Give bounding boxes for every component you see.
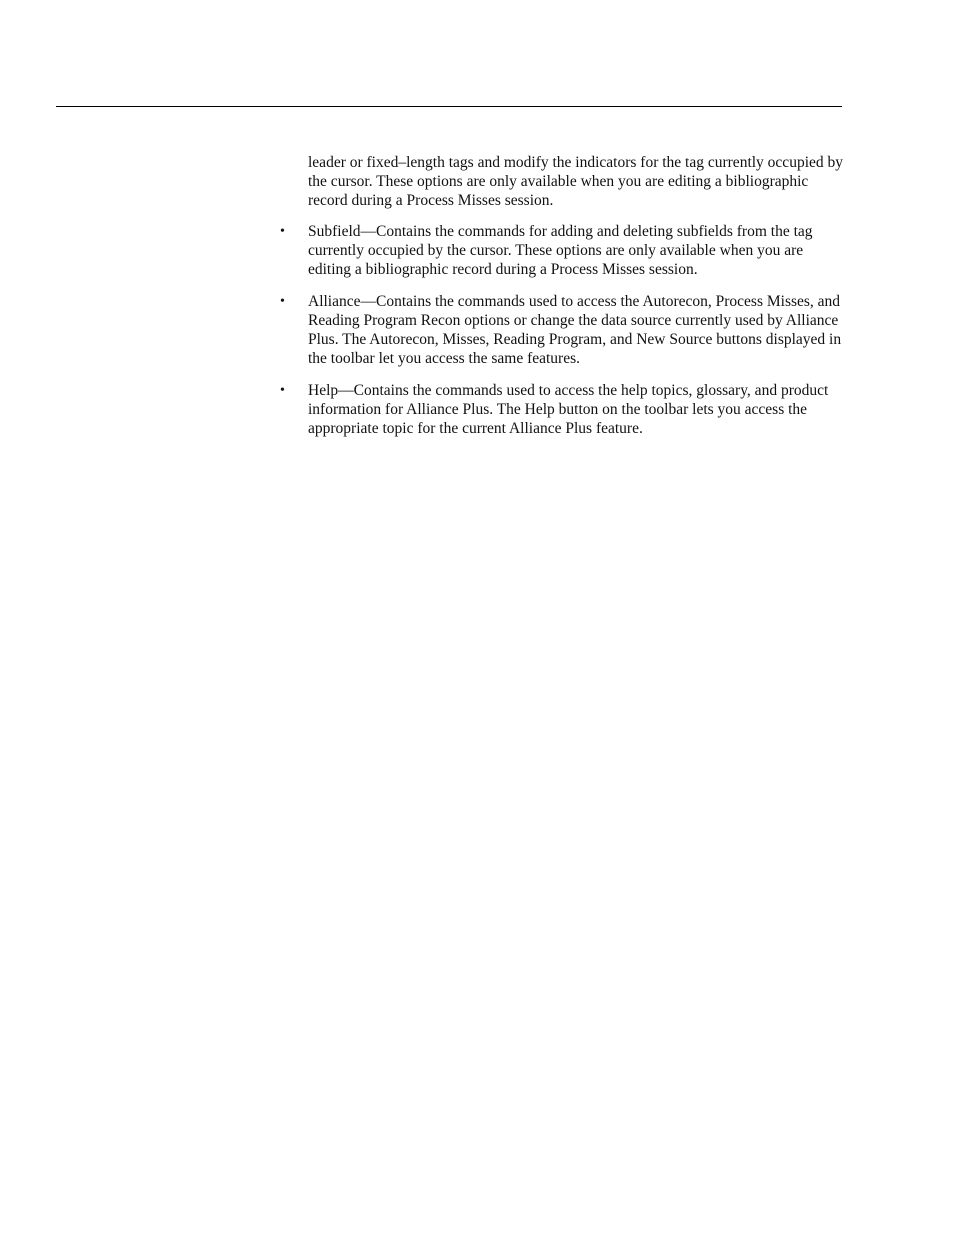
list-item-help: [280, 381, 844, 438]
list-item-text: Help—Contains the commands used to access the help topics, glossary, and product information for Alliance Plus. The Help button on the toolbar lets you access the appropriate topic for the current Alliance Plus feature.: [308, 382, 829, 437]
menu-description-list: [280, 222, 844, 438]
list-item-text: Subfield—Contains the commands for adding and deleting subfields from the tag currently occupied by the cursor. These options are only available when you are editing a bibliographic record during a Process Misses session.: [308, 223, 813, 278]
bullet-icon: •: [280, 294, 285, 309]
continued-paragraph: leader or fixed–length tags and modify the indicators for the tag currently occupied by the cursor. These options are only available when you are editing a bibliographic record during a Process Misses session.: [308, 154, 843, 209]
bullet-icon: •: [280, 224, 285, 239]
bullet-icon: •: [280, 383, 285, 398]
page-body: [280, 153, 844, 451]
list-item-subfield: [280, 222, 844, 279]
list-item-text: Alliance—Contains the commands used to access the Autorecon, Process Misses, and Reading Program Recon options or change the data source currently used by Alliance Plus. The Autorecon, Misses, Reading Program, and New Source buttons displayed in the toolbar let you access the same features.: [308, 293, 842, 367]
header-rule: [56, 106, 842, 107]
list-item-alliance: [280, 292, 844, 368]
